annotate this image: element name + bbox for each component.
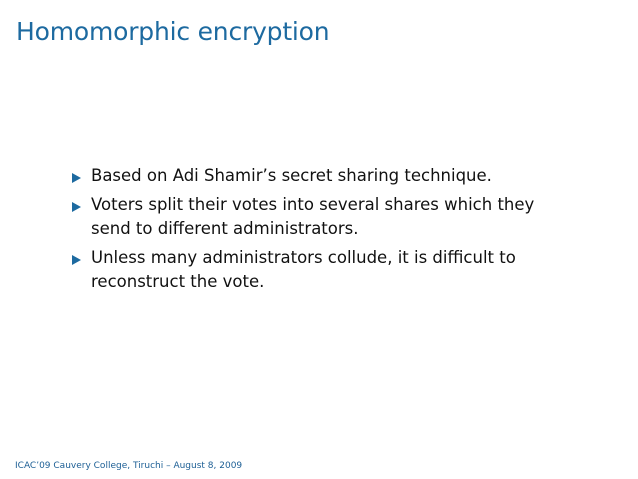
triangle-bullet-icon [72,255,81,265]
slide-footer: ICAC’09 Cauvery College, Tiruchi – August 8, 2009 [15,461,243,471]
triangle-bullet-icon [72,173,81,183]
bullet-text: Voters split their votes into several shares which they send to different administrators. [91,195,535,238]
slide-title: Homomorphic encryption [16,17,330,46]
bullet-item [72,193,572,241]
bullet-list [72,164,572,299]
triangle-bullet-icon [72,202,81,212]
bullet-text: Unless many administrators collude, it is difficult to reconstruct the vote. [91,248,516,291]
bullet-text: Based on Adi Shamir’s secret sharing technique. [91,166,492,185]
bullet-item [72,164,572,188]
bullet-item [72,246,572,294]
